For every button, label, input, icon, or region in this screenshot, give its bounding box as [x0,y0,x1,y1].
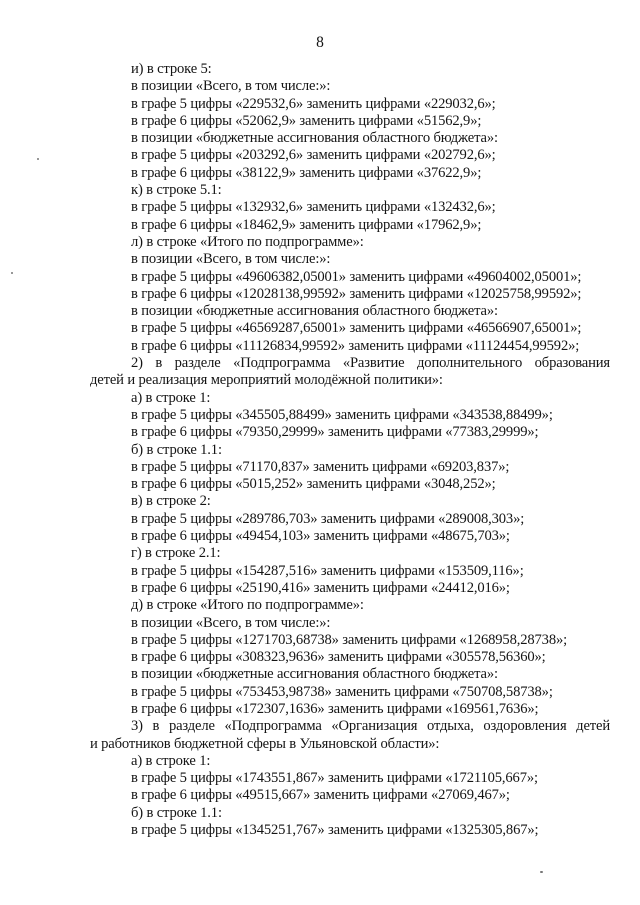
page-number: 8 [316,34,324,51]
text-line: в позиции «Всего, в том числе:»: [131,251,331,268]
text-line: в графе 5 цифры «132932,6» заменить цифрами «132432,6»; [131,199,496,216]
text-line: а) в строке 1: [131,752,211,769]
text-line: в графе 5 цифры «49606382,05001» заменить цифрами «49604002,05001»; [131,268,582,285]
text-line: в графе 6 цифры «18462,9» заменить цифрами «17962,9»; [131,216,482,233]
text-line: в позиции «бюджетные ассигнования областного бюджета»: [131,666,498,683]
text-line: в графе 5 цифры «71170,837» заменить цифрами «69203,837»; [131,458,510,475]
text-line: в графе 5 цифры «1743551,867» заменить цифрами «1721105,667»; [131,770,538,787]
text-line: в графе 5 цифры «154287,516» заменить цифрами «153509,116»; [131,562,524,579]
text-line: в графе 5 цифры «46569287,65001» заменить цифрами «46566907,65001»; [131,320,582,337]
text-line: в графе 5 цифры «1271703,68738» заменить цифрами «1268958,28738»; [131,631,568,648]
text-line: в) в строке 2: [131,493,211,510]
text-line: в графе 5 цифры «229532,6» заменить цифрами «229032,6»; [131,95,496,112]
text-line: л) в строке «Итого по подпрограмме»: [131,233,364,250]
text-line: а) в строке 1: [131,389,211,406]
text-line: д) в строке «Итого по подпрограмме»: [131,597,364,614]
text-line: в позиции «Всего, в том числе:»: [131,614,331,631]
text-line: в графе 6 цифры «308323,9636» заменить цифрами «305578,56360»; [131,649,546,666]
text-line: в графе 5 цифры «345505,88499» заменить цифрами «343538,88499»; [131,406,553,423]
text-line: в позиции «бюджетные ассигнования областного бюджета»: [131,130,498,147]
document-body [0,61,640,839]
text-line: детей и реализация мероприятий молодёжной политики»: [90,372,443,389]
text-line: к) в строке 5.1: [131,182,222,199]
text-line: в графе 6 цифры «79350,29999» заменить цифрами «77383,29999»; [131,424,539,441]
text-line: и) в строке 5: [131,61,212,77]
text-line: в графе 6 цифры «172307,1636» заменить цифрами «169561,7636»; [131,700,539,717]
text-line: г) в строке 2.1: [131,545,221,562]
scan-speck [37,158,39,160]
scan-speck [540,871,543,873]
scan-speck [11,272,13,274]
text-line: в графе 6 цифры «49454,103» заменить цифрами «48675,703»; [131,528,510,545]
text-line: в графе 6 цифры «12028138,99592» заменить цифрами «12025758,99592»; [131,285,582,302]
text-line: в графе 5 цифры «753453,98738» заменить цифрами «750708,58738»; [131,683,553,700]
text-line: в графе 5 цифры «289786,703» заменить цифрами «289008,303»; [131,510,525,527]
text-line: в графе 6 цифры «49515,667» заменить цифрами «27069,467»; [131,787,510,804]
text-line: в графе 5 цифры «203292,6» заменить цифрами «202792,6»; [131,147,496,164]
text-line: в графе 6 цифры «11126834,99592» заменить цифрами «11124454,99592»; [131,337,580,354]
text-line: в графе 5 цифры «1345251,767» заменить цифрами «1325305,867»; [131,822,539,839]
text-line: и работников бюджетной сферы в Ульяновской области»: [90,735,440,752]
text-line: в позиции «бюджетные ассигнования областного бюджета»: [131,303,498,320]
text-line: 3) в разделе «Подпрограмма «Организация отдыха, оздоровления детей [131,718,610,735]
text-line: б) в строке 1.1: [131,804,222,821]
text-line: б) в строке 1.1: [131,441,222,458]
text-line: в графе 6 цифры «5015,252» заменить цифрами «3048,252»; [131,476,496,493]
text-line: 2) в разделе «Подпрограмма «Развитие дополнительного образования [131,355,610,372]
text-line: в графе 6 цифры «52062,9» заменить цифрами «51562,9»; [131,112,482,129]
text-line: в графе 6 цифры «25190,416» заменить цифрами «24412,016»; [131,579,510,596]
text-line: в позиции «Всего, в том числе:»: [131,78,331,95]
text-line: в графе 6 цифры «38122,9» заменить цифрами «37622,9»; [131,164,482,181]
